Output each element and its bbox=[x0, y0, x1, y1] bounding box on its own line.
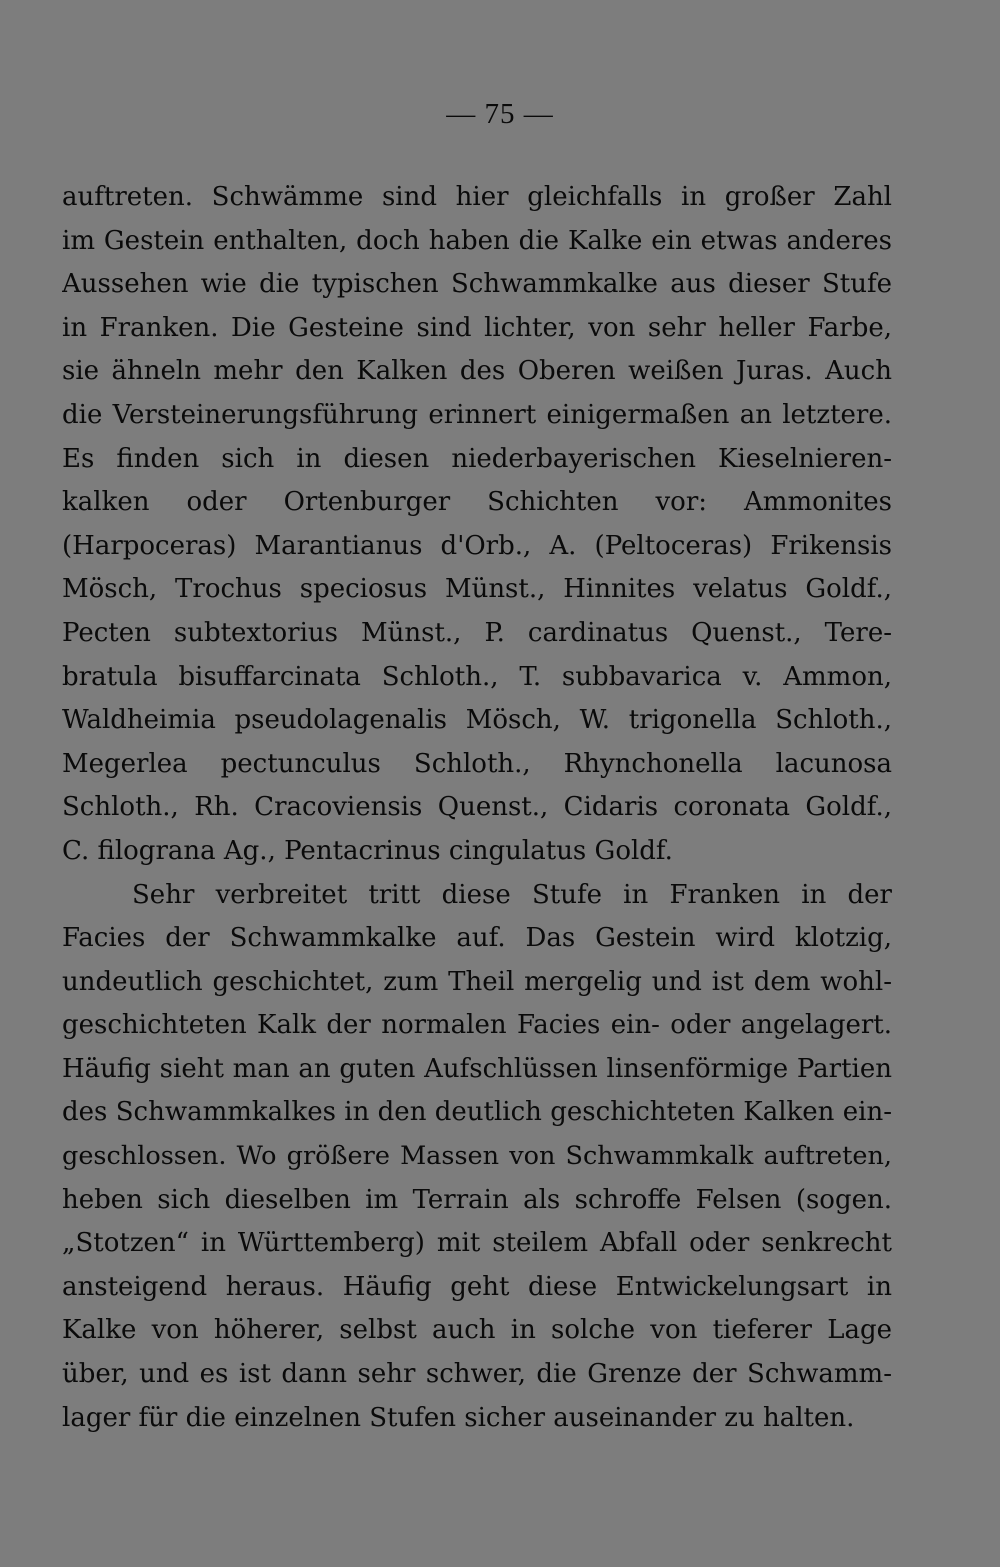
text-line: des Schwammkalkes in den deutlich geschichteten Kalken ein- bbox=[62, 1097, 892, 1128]
text-line: die Versteinerungsführung erinnert einigermaßen an letztere. bbox=[62, 399, 892, 430]
text-line: über, und es ist dann sehr schwer, die Grenze der Schwamm- bbox=[62, 1359, 892, 1390]
text-line: heben sich dieselben im Terrain als schroffe Felsen (sogen. bbox=[62, 1184, 892, 1215]
text-line: Schloth., Rh. Cracoviensis Quenst., Cidaris coronata Goldf., bbox=[62, 792, 892, 823]
text-line: Häufig sieht man an guten Aufschlüssen linsenförmige Partien bbox=[62, 1053, 892, 1084]
text-line: in Franken. Die Gesteine sind lichter, von sehr heller Farbe, bbox=[62, 312, 892, 343]
page-number: — 75 — bbox=[446, 98, 554, 130]
text-line: geschichteten Kalk der normalen Facies ein- oder angelagert. bbox=[62, 1010, 892, 1041]
text-line: (Harpoceras) Marantianus d'Orb., A. (Peltoceras) Frikensis bbox=[62, 530, 892, 561]
text-line: ansteigend heraus. Häufig geht diese Entwickelungsart in bbox=[62, 1271, 892, 1302]
text-line: Aussehen wie die typischen Schwammkalke aus dieser Stufe bbox=[62, 269, 892, 300]
text-line: C. filograna Ag., Pentacrinus cingulatus Goldf. bbox=[62, 835, 673, 866]
text-line: sie ähneln mehr den Kalken des Oberen weißen Juras. Auch bbox=[62, 356, 892, 387]
text-line: Kalke von höherer, selbst auch in solche von tieferer Lage bbox=[62, 1315, 892, 1346]
text-line: Mösch, Trochus speciosus Münst., Hinnites velatus Goldf., bbox=[62, 574, 892, 605]
text-line: Sehr verbreitet tritt diese Stufe in Franken in der bbox=[132, 879, 892, 910]
text-line: Waldheimia pseudolagenalis Mösch, W. trigonella Schloth., bbox=[62, 705, 892, 736]
text-line: Megerlea pectunculus Schloth., Rhynchonella lacunosa bbox=[62, 748, 892, 779]
text-line: Facies der Schwammkalke auf. Das Gestein wird klotzig, bbox=[62, 923, 892, 954]
body-text bbox=[62, 176, 892, 1440]
text-line: auftreten. Schwämme sind hier gleichfalls in großer Zahl bbox=[62, 182, 892, 212]
text-line: „Stotzen“ in Württemberg) mit steilem Abfall oder senkrecht bbox=[62, 1228, 892, 1259]
text-line: undeutlich geschichtet, zum Theil mergelig und ist dem wohl- bbox=[62, 966, 892, 997]
text-line: im Gestein enthalten, doch haben die Kalke ein etwas anderes bbox=[62, 225, 892, 256]
text-line: bratula bisuffarcinata Schloth., T. subbavarica v. Ammon, bbox=[62, 661, 892, 692]
text-line: Es finden sich in diesen niederbayerischen Kieselnieren- bbox=[62, 443, 892, 474]
text-line: kalken oder Ortenburger Schichten vor: Ammonites bbox=[62, 487, 892, 518]
text-line: lager für die einzelnen Stufen sicher auseinander zu halten. bbox=[62, 1402, 855, 1433]
text-line: Pecten subtextorius Münst., P. cardinatus Quenst., Tere- bbox=[62, 617, 892, 648]
text-line: geschlossen. Wo größere Massen von Schwammkalk auftreten, bbox=[62, 1141, 892, 1172]
